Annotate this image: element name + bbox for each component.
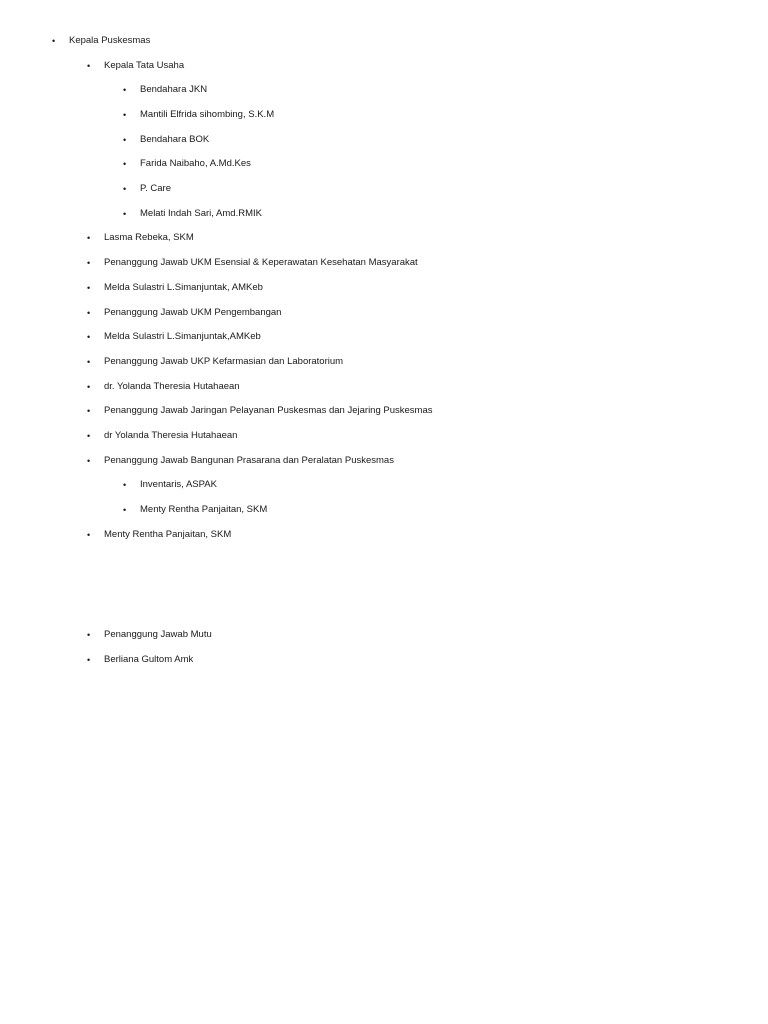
list-item-text: Bendahara BOK xyxy=(140,134,210,145)
bullet: • xyxy=(87,233,91,243)
list-item-text: Penanggung Jawab Mutu xyxy=(104,629,212,640)
bullet: • xyxy=(87,357,91,367)
bullet: • xyxy=(87,630,91,640)
bullet: • xyxy=(87,655,91,665)
bullet: • xyxy=(87,283,91,293)
bullet: • xyxy=(87,431,91,441)
list-item-text: Farida Naibaho, A.Md.Kes xyxy=(140,158,251,169)
bullet: • xyxy=(87,456,91,466)
list-item-text: P. Care xyxy=(140,183,171,194)
list-item-text: Kepala Tata Usaha xyxy=(104,60,185,71)
list-item-text: Berliana Gultom Amk xyxy=(104,654,194,665)
bullet: • xyxy=(87,332,91,342)
bullet: • xyxy=(87,308,91,318)
list-item-text: Melati Indah Sari, Amd.RMIK xyxy=(140,208,262,219)
bullet: • xyxy=(123,135,127,145)
list-item-text: dr. Yolanda Theresia Hutahaean xyxy=(104,381,240,392)
bullet: • xyxy=(123,209,127,219)
bullet: • xyxy=(87,530,91,540)
list-item-text: Penanggung Jawab Bangunan Prasarana dan Peralatan Puskesmas xyxy=(104,455,394,466)
bullet: • xyxy=(52,36,56,46)
list-item-text: Melda Sulastri L.Simanjuntak,AMKeb xyxy=(104,331,261,342)
bullet: • xyxy=(87,382,91,392)
list-item-text: Penanggung Jawab UKM Pengembangan xyxy=(104,307,282,318)
bullet: • xyxy=(123,159,127,169)
bullet: • xyxy=(123,184,127,194)
list-item-text: Menty Rentha Panjaitan, SKM xyxy=(140,504,268,515)
list-item-text: Penanggung Jawab UKP Kefarmasian dan Laboratorium xyxy=(104,356,344,367)
list-item-text: Penanggung Jawab Jaringan Pelayanan Puskesmas dan Jejaring Puskesmas xyxy=(104,405,433,416)
list-item-text: Melda Sulastri L.Simanjuntak, AMKeb xyxy=(104,282,263,293)
list-item-text: Mantili Elfrida sihombing, S.K.M xyxy=(140,109,275,120)
list-item-text: Bendahara JKN xyxy=(140,84,208,95)
list-item-text: Kepala Puskesmas xyxy=(69,35,151,46)
list-item-text: Menty Rentha Panjaitan, SKM xyxy=(104,529,232,540)
bullet: • xyxy=(123,505,127,515)
bullet: • xyxy=(123,85,127,95)
list-item-text: Lasma Rebeka, SKM xyxy=(104,232,194,243)
list-item-text: dr Yolanda Theresia Hutahaean xyxy=(104,430,238,441)
bullet: • xyxy=(87,258,91,268)
bullet: • xyxy=(123,110,127,120)
bullet: • xyxy=(87,61,91,71)
list-item-text: Inventaris, ASPAK xyxy=(140,479,217,490)
list-item-text: Penanggung Jawab UKM Esensial & Keperawatan Kesehatan Masyarakat xyxy=(104,257,418,268)
bullet: • xyxy=(87,406,91,416)
bullet: • xyxy=(123,480,127,490)
